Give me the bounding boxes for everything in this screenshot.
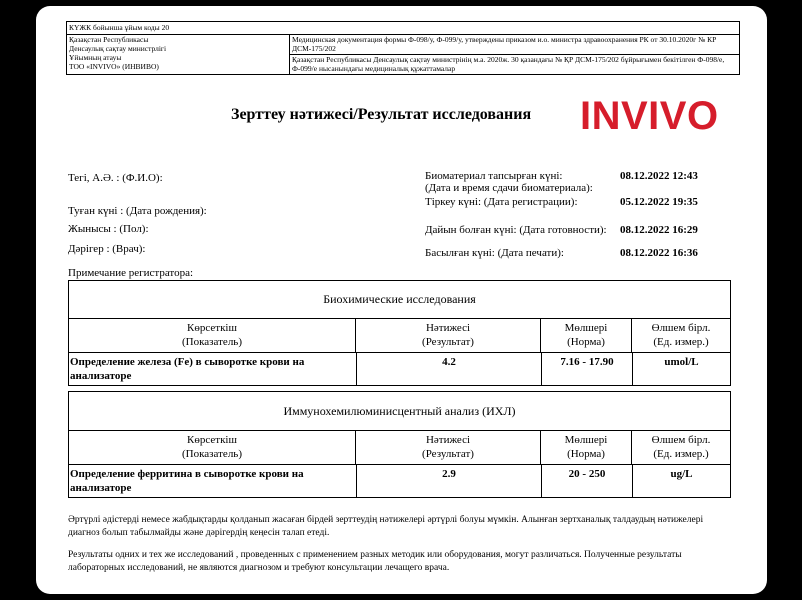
patient-dob-label: Туған күні : (Дата рождения):	[68, 205, 207, 217]
ready-date-value: 08.12.2022 16:29	[620, 224, 698, 236]
test-name: Определение ферритина в сыворотке крови на анализаторе	[69, 465, 357, 497]
organization-block	[67, 35, 290, 74]
table-row	[69, 353, 730, 385]
test-norm: 20 - 250	[542, 465, 633, 497]
org-line: ТОО «INVIVO» (ИНВИВО)	[69, 61, 159, 71]
print-date-value: 08.12.2022 16:36	[620, 247, 698, 259]
patient-name-label: Тегі, А.Ә. : (Ф.И.О):	[68, 172, 163, 184]
registration-date-label: Тіркеу күні: (Дата регистрации):	[425, 196, 578, 208]
test-unit: ug/L	[670, 468, 693, 480]
footer-note-ru: Результаты одних и тех же исследований , проведенных с применением разных методик или оборудования, могут различаться. Полученные результаты лабораторных исследований, не являются диагнозом и требуют консультации лечащего врача.	[68, 550, 682, 573]
document-page	[36, 6, 767, 594]
print-date-label: Басылған күні: (Дата печати):	[425, 247, 564, 259]
ready-date-label: Дайын болған күні: (Дата готовности):	[425, 224, 607, 236]
regulation-kz: Қазақстан Республикасы Денсаулық сақтау министрінің м.а. 2020ж. 30 қазандағы № ҚР ДСМ-175/202 бұйрығымен бекітілген Ф-098/е, Ф-099/е нысанындағы медициналық құжаттамалар	[292, 55, 725, 73]
col-unit-header: Өлшем бірл. (Ед. измер.)	[651, 322, 711, 348]
regulation-block	[290, 35, 739, 74]
table-row	[69, 465, 730, 497]
doctor-label: Дәрігер : (Врач):	[68, 243, 146, 255]
registrar-note: Примечание регистратора:	[68, 267, 194, 279]
col-norm-header: Мөлшері (Норма)	[541, 319, 632, 352]
test-result: 2.9	[357, 465, 542, 497]
test-result: 4.2	[357, 353, 542, 385]
test-norm: 7.16 - 17.90	[542, 353, 633, 385]
document-title: Зерттеу нәтижесі/Результат исследования	[231, 106, 532, 123]
org-line: Қазақстан Республикасы	[69, 35, 149, 44]
org-line: Денсаулық сақтау министрлігі	[69, 43, 167, 53]
invivo-logo: INVIVO	[580, 94, 719, 138]
immunochemiluminescence-table	[68, 391, 731, 498]
footer-note-kz: Әртүрлі әдістерді немесе жабдықтарды қолданып жасаған бірдей зерттеудің нәтижелері әртүрлі болуы мүмкін. Алынған зертханалық талдаудың нәтижелері диагноз болып табылмайды және дәрігердің кеңесін талап етеді.	[68, 515, 704, 538]
col-result-header: Нәтижесі (Результат)	[356, 319, 541, 352]
section-title: Иммунохемилюминисцентный анализ (ИХЛ)	[69, 392, 730, 431]
biochemistry-table	[68, 280, 731, 386]
patient-sex-label: Жынысы : (Пол):	[68, 223, 149, 235]
org-line: Ұйымның атауы	[69, 52, 122, 62]
form-code: КҮЖК бойынша ұйым коды 20	[67, 22, 739, 35]
biomaterial-date-label: Биоматериал тапсырған күні: (Дата и время сдачи биоматериала):	[425, 170, 593, 194]
biomaterial-date-value: 08.12.2022 12:43	[620, 170, 698, 182]
table-header-row	[69, 319, 730, 353]
regulation-ru: Медицинская документация формы Ф-098/у, Ф-099/у, утверждены приказом и.о. министра здравоохранения РК от 30.10.2020г № КР ДСМ-175/202	[290, 35, 739, 55]
col-unit-header: Өлшем бірл. (Ед. измер.)	[651, 434, 711, 460]
col-result-header: Нәтижесі (Результат)	[356, 431, 541, 464]
form-code-box	[66, 21, 740, 75]
test-name: Определение железа (Fe) в сыворотке крови на анализаторе	[69, 353, 357, 385]
registration-date-value: 05.12.2022 19:35	[620, 196, 698, 208]
col-indicator-header: Көрсеткіш (Показатель)	[69, 319, 356, 352]
col-indicator-header: Көрсеткіш (Показатель)	[69, 431, 356, 464]
section-title: Биохимические исследования	[69, 281, 730, 319]
test-unit: umol/L	[664, 356, 699, 368]
col-norm-header: Мөлшері (Норма)	[541, 431, 632, 464]
table-header-row	[69, 431, 730, 465]
